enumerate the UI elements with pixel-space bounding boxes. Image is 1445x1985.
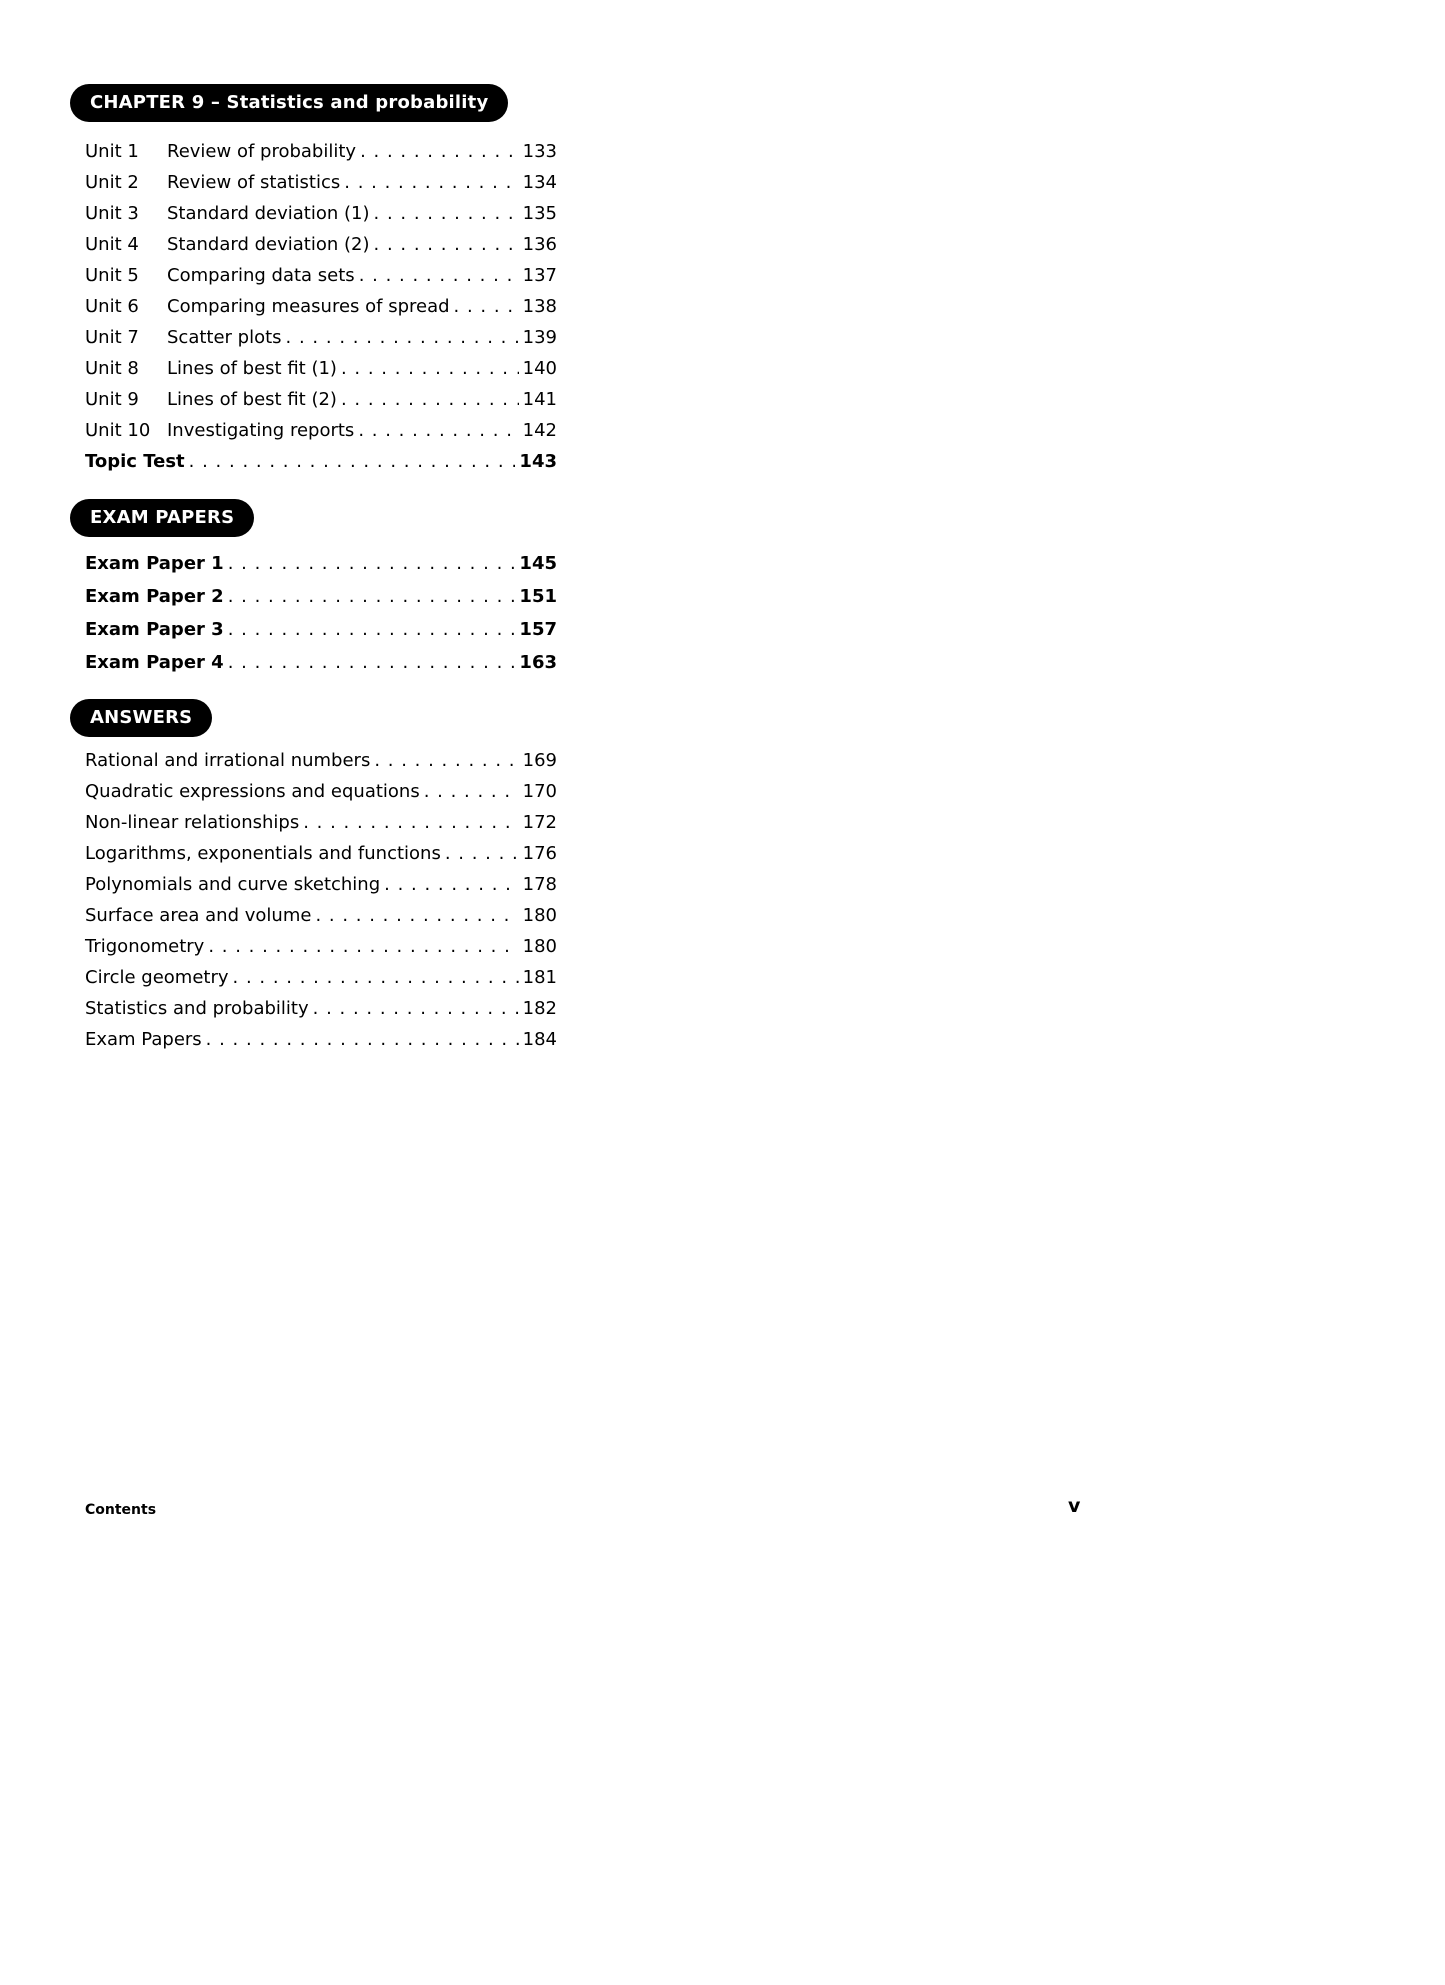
dot-leader	[315, 900, 518, 931]
dot-leader	[228, 580, 516, 613]
toc-row	[85, 962, 557, 993]
toc-row	[85, 291, 557, 322]
toc-row	[85, 838, 557, 869]
toc-entry-title: Trigonometry	[85, 936, 205, 957]
dot-leader	[233, 962, 519, 993]
toc-row	[85, 322, 557, 353]
toc-entry-title: Quadratic expressions and equations	[85, 781, 420, 802]
toc-row	[85, 384, 557, 415]
answers-section	[0, 699, 1445, 1055]
dot-leader	[303, 807, 518, 838]
toc-page-number: 141	[522, 389, 557, 410]
toc-page-number: 142	[522, 420, 557, 441]
toc-row	[85, 1024, 557, 1055]
toc-page-number: 133	[522, 141, 557, 162]
toc-page-number: 181	[522, 967, 557, 988]
exam-papers-section	[0, 499, 1445, 679]
toc-row	[85, 807, 557, 838]
toc-entry-title: Rational and irrational numbers	[85, 750, 371, 771]
toc-page-number: 140	[522, 358, 557, 379]
dot-leader	[189, 446, 516, 477]
exam-papers-list	[85, 547, 557, 679]
toc-page-number: 137	[522, 265, 557, 286]
dot-leader	[445, 838, 519, 869]
unit-label: Unit 5	[85, 265, 139, 286]
toc-entry-title: Standard deviation (1)	[167, 203, 370, 224]
toc-row	[85, 900, 557, 931]
toc-entry-title: Standard deviation (2)	[167, 234, 370, 255]
toc-entry-title: Exam Paper 2	[85, 586, 224, 607]
toc-row	[85, 776, 557, 807]
dot-leader	[206, 1024, 519, 1055]
dot-leader	[313, 993, 519, 1024]
footer-page-number: v	[1068, 1495, 1081, 1517]
toc-entry-title: Comparing measures of spread	[167, 296, 450, 317]
dot-leader	[228, 613, 516, 646]
dot-leader	[360, 136, 519, 167]
answers-heading-pill	[70, 699, 212, 737]
toc-row	[85, 869, 557, 900]
toc-page-number: 178	[522, 874, 557, 895]
dot-leader	[228, 646, 516, 679]
toc-page-number: 134	[522, 172, 557, 193]
unit-label: Unit 3	[85, 203, 139, 224]
toc-row	[85, 229, 557, 260]
dot-leader	[374, 745, 518, 776]
dot-leader	[384, 869, 519, 900]
exam-papers-heading-label: EXAM PAPERS	[90, 507, 235, 528]
unit-label: Unit 4	[85, 234, 139, 255]
dot-leader	[359, 260, 519, 291]
unit-label: Unit 8	[85, 358, 139, 379]
answers-heading-label: ANSWERS	[90, 707, 193, 728]
toc-row	[85, 136, 557, 167]
toc-page-number: 163	[519, 652, 557, 673]
toc-row	[85, 415, 557, 446]
toc-entry-title: Exam Paper 4	[85, 652, 224, 673]
toc-entry-title: Review of statistics	[167, 172, 341, 193]
toc-page-number: 184	[522, 1029, 557, 1050]
dot-leader	[228, 547, 516, 580]
toc-entry-title: Scatter plots	[167, 327, 282, 348]
chapter-9-heading-label: CHAPTER 9 – Statistics and probability	[90, 92, 489, 113]
toc-page-number: 143	[519, 451, 557, 472]
toc-row	[85, 613, 557, 646]
toc-row	[85, 446, 557, 477]
toc-entry-title: Polynomials and curve sketching	[85, 874, 381, 895]
dot-leader	[358, 415, 518, 446]
toc-page-number: 180	[522, 936, 557, 957]
toc-page-number: 151	[519, 586, 557, 607]
toc-entry-title: Exam Paper 1	[85, 553, 224, 574]
toc-page-number: 172	[522, 812, 557, 833]
toc-entry-title: Circle geometry	[85, 967, 229, 988]
chapter-9-unit-list	[85, 136, 557, 477]
dot-leader	[208, 931, 518, 962]
toc-row	[85, 931, 557, 962]
toc-row	[85, 353, 557, 384]
toc-row	[85, 547, 557, 580]
toc-row	[85, 745, 557, 776]
toc-entry-title: Exam Paper 3	[85, 619, 224, 640]
toc-entry-title: Investigating reports	[167, 420, 355, 441]
toc-entry-title: Topic Test	[85, 451, 185, 472]
unit-label: Unit 7	[85, 327, 139, 348]
toc-page-number: 182	[522, 998, 557, 1019]
unit-label: Unit 10	[85, 420, 151, 441]
toc-row	[85, 260, 557, 291]
toc-entry-title: Statistics and probability	[85, 998, 309, 1019]
toc-entry-title: Lines of best fit (1)	[167, 358, 337, 379]
toc-page-number: 136	[522, 234, 557, 255]
exam-papers-heading-pill	[70, 499, 254, 537]
unit-label: Unit 2	[85, 172, 139, 193]
dot-leader	[286, 322, 519, 353]
unit-label: Unit 1	[85, 141, 139, 162]
toc-page-number: 170	[522, 781, 557, 802]
toc-entry-title: Exam Papers	[85, 1029, 202, 1050]
toc-page-number: 180	[522, 905, 557, 926]
toc-entry-title: Surface area and volume	[85, 905, 312, 926]
toc-row	[85, 198, 557, 229]
dot-leader	[344, 167, 518, 198]
toc-page-number: 176	[522, 843, 557, 864]
unit-label: Unit 6	[85, 296, 139, 317]
dot-leader	[341, 353, 519, 384]
toc-page-number: 139	[522, 327, 557, 348]
toc-entry-title: Non-linear relationships	[85, 812, 300, 833]
chapter-9-section	[0, 84, 1445, 477]
unit-label: Unit 9	[85, 389, 139, 410]
dot-leader	[424, 776, 519, 807]
dot-leader	[374, 198, 519, 229]
footer-section-label: Contents	[85, 1502, 157, 1518]
dot-leader	[374, 229, 519, 260]
toc-page-number: 138	[522, 296, 557, 317]
toc-row	[85, 646, 557, 679]
toc-entry-title: Review of probability	[167, 141, 357, 162]
toc-row	[85, 167, 557, 198]
dot-leader	[341, 384, 519, 415]
toc-entry-title: Comparing data sets	[167, 265, 355, 286]
toc-entry-title: Logarithms, exponentials and functions	[85, 843, 441, 864]
answers-list	[85, 745, 557, 1055]
toc-row	[85, 580, 557, 613]
toc-page-number: 135	[522, 203, 557, 224]
toc-page-number: 157	[519, 619, 557, 640]
toc-page-number: 169	[522, 750, 557, 771]
toc-entry-title: Lines of best fit (2)	[167, 389, 337, 410]
toc-page-number: 145	[519, 553, 557, 574]
dot-leader	[454, 291, 519, 322]
chapter-9-heading-pill	[70, 84, 508, 122]
toc-row	[85, 993, 557, 1024]
